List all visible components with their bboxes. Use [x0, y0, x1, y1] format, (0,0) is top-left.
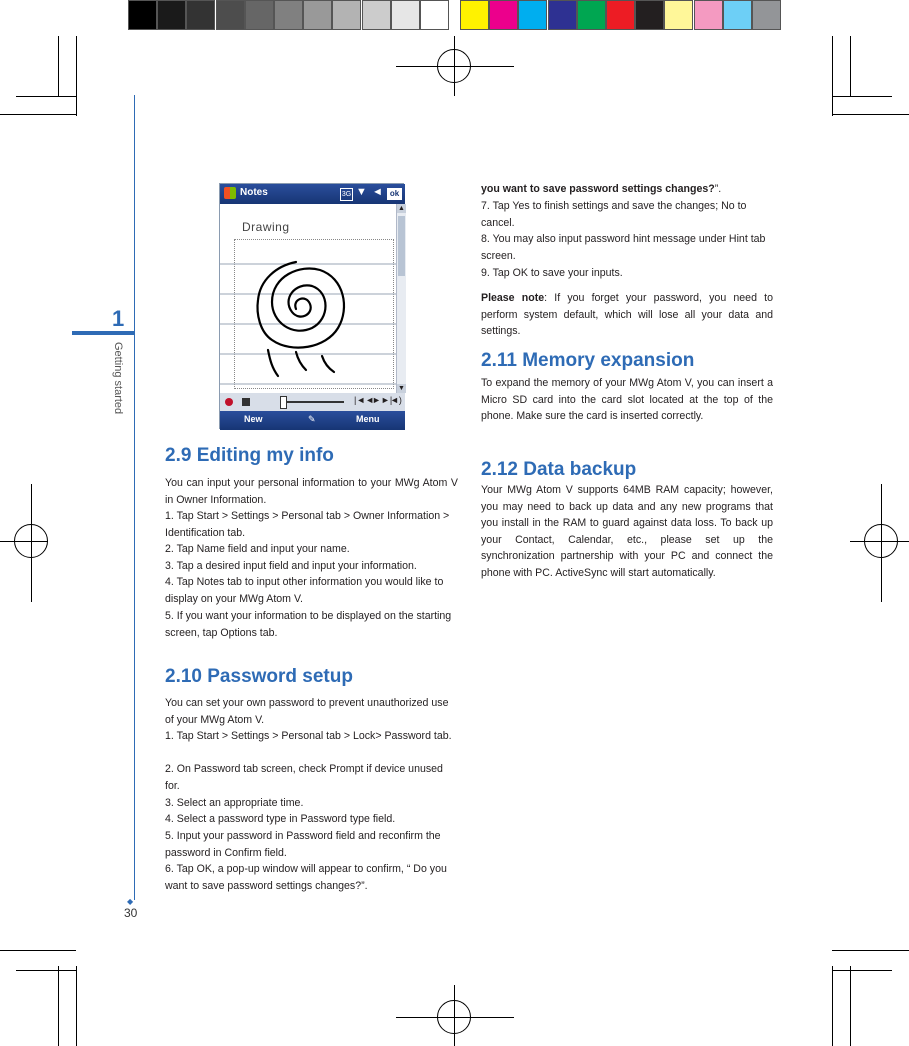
section-2-9-step: 5. If you want your information to be displayed on the starting screen, tap Options tab.	[165, 610, 452, 639]
color-swatch	[186, 0, 215, 30]
section-2-10-step: 1. Tap Start > Settings > Personal tab > Lock> Password tab.	[165, 730, 452, 742]
page-marker-icon: ◆	[127, 897, 134, 906]
device-scrollbar: ▲ ▼	[396, 204, 406, 393]
chapter-title: Getting started	[112, 342, 124, 415]
device-title: Notes	[240, 187, 268, 198]
device-toolbar	[220, 393, 405, 411]
color-swatch	[274, 0, 303, 30]
volume-icon: ◄	[372, 186, 383, 198]
windows-logo-icon	[224, 187, 236, 199]
keyboard-icon: ✎	[308, 414, 316, 424]
color-swatch	[303, 0, 332, 30]
color-swatch	[664, 0, 693, 30]
section-2-10-step: 7. Tap Yes to finish settings and save the changes; No to cancel.	[481, 200, 747, 229]
color-swatch	[216, 0, 245, 30]
slider-icon	[280, 401, 344, 403]
color-swatch	[723, 0, 752, 30]
record-icon	[225, 398, 233, 406]
note-text: : If you forget your password, you need to perform system default, which will lose all your data and settings.	[481, 292, 773, 338]
ok-button: ok	[387, 188, 402, 200]
color-swatch	[128, 0, 157, 30]
chapter-number: 1	[112, 306, 125, 331]
color-swatch	[635, 0, 664, 30]
section-2-9-step: 3. Tap a desired input field and input your information.	[165, 560, 417, 572]
section-2-11-body: To expand the memory of your MWg Atom V, you can insert a Micro SD card into the card slot located at the top of the phone. Make sure the card is inserted correctly.	[481, 377, 773, 423]
section-2-10-step: 6. Tap OK, a pop-up window will appear to confirm, “ Do you want to save password settings changes?”.	[165, 863, 447, 892]
section-2-10-step: 9. Tap OK to save your inputs.	[481, 267, 623, 279]
device-softkeys	[220, 411, 405, 430]
rewind-icon: |◄◄	[354, 395, 375, 405]
section-2-10-step-continued: you want to save password settings changes?”.	[481, 183, 722, 195]
heading-2-11: 2.11 Memory expansion	[481, 350, 695, 371]
section-2-10-intro: You can set your own password to prevent unauthorized use of your MWg Atom V.	[165, 697, 449, 726]
softkey-menu: Menu	[356, 414, 380, 424]
section-2-10-step: 4. Select a password type in Password type field.	[165, 813, 396, 825]
heading-2-9: 2.9 Editing my info	[165, 445, 334, 466]
color-swatch	[157, 0, 186, 30]
color-swatch	[362, 0, 391, 30]
section-2-10-step: 5. Input your password in Password field and reconfirm the password in Confirm field.	[165, 830, 441, 859]
color-swatch	[489, 0, 518, 30]
section-2-9-step: 2. Tap Name field and input your name.	[165, 543, 350, 555]
page-number: 30	[124, 906, 138, 920]
color-swatch	[460, 0, 489, 30]
password-note	[481, 290, 773, 340]
color-swatch	[548, 0, 577, 30]
color-swatch	[752, 0, 781, 30]
section-2-9-intro: You can input your personal information to your MWg Atom V in Owner Information.	[165, 477, 458, 506]
heading-2-10: 2.10 Password setup	[165, 666, 353, 687]
color-swatch	[332, 0, 361, 30]
speaker-icon: ◄)	[390, 395, 402, 405]
signal-icon: ▼	[356, 186, 367, 198]
color-swatch	[694, 0, 723, 30]
forward-icon: ►►|	[372, 395, 393, 405]
note-label: Please note	[481, 292, 545, 304]
section-2-9-step: 1. Tap Start > Settings > Personal tab > Owner Information > Identification tab.	[165, 510, 450, 539]
section-2-10-step: 3. Select an appropriate time.	[165, 797, 304, 809]
side-rule	[134, 95, 135, 900]
drawing-canvas	[220, 204, 396, 393]
drawing-label: Drawing	[242, 220, 290, 234]
color-swatch	[245, 0, 274, 30]
color-swatch	[420, 0, 449, 30]
color-swatch	[577, 0, 606, 30]
section-2-10-step: 2. On Password tab screen, check Prompt if device unused for.	[165, 763, 443, 792]
connectivity-icon: 3G	[340, 188, 353, 201]
device-title-bar	[220, 184, 405, 204]
color-swatch	[391, 0, 420, 30]
chapter-bar	[72, 331, 134, 335]
notes-screenshot	[219, 183, 404, 429]
section-2-9-step: 4. Tap Notes tab to input other information you would like to display on your MWg Atom V.	[165, 576, 444, 605]
color-swatch	[606, 0, 635, 30]
stop-icon	[242, 398, 250, 406]
heading-2-12: 2.12 Data backup	[481, 459, 637, 480]
slider-thumb-icon	[280, 396, 287, 409]
section-2-12-body: Your MWg Atom V supports 64MB RAM capacity; however, you may need to back up data and any new programs that you install in the RAM to guard against data loss. To back up your Contact, Calendar, etc., please set up the synchronization partnership with your PC and connect the phone with PC. ActiveSync will start automatically.	[481, 484, 773, 579]
softkey-new: New	[244, 414, 263, 424]
color-swatch	[518, 0, 547, 30]
section-2-10-step: 8. You may also input password hint message under Hint tab screen.	[481, 233, 766, 262]
